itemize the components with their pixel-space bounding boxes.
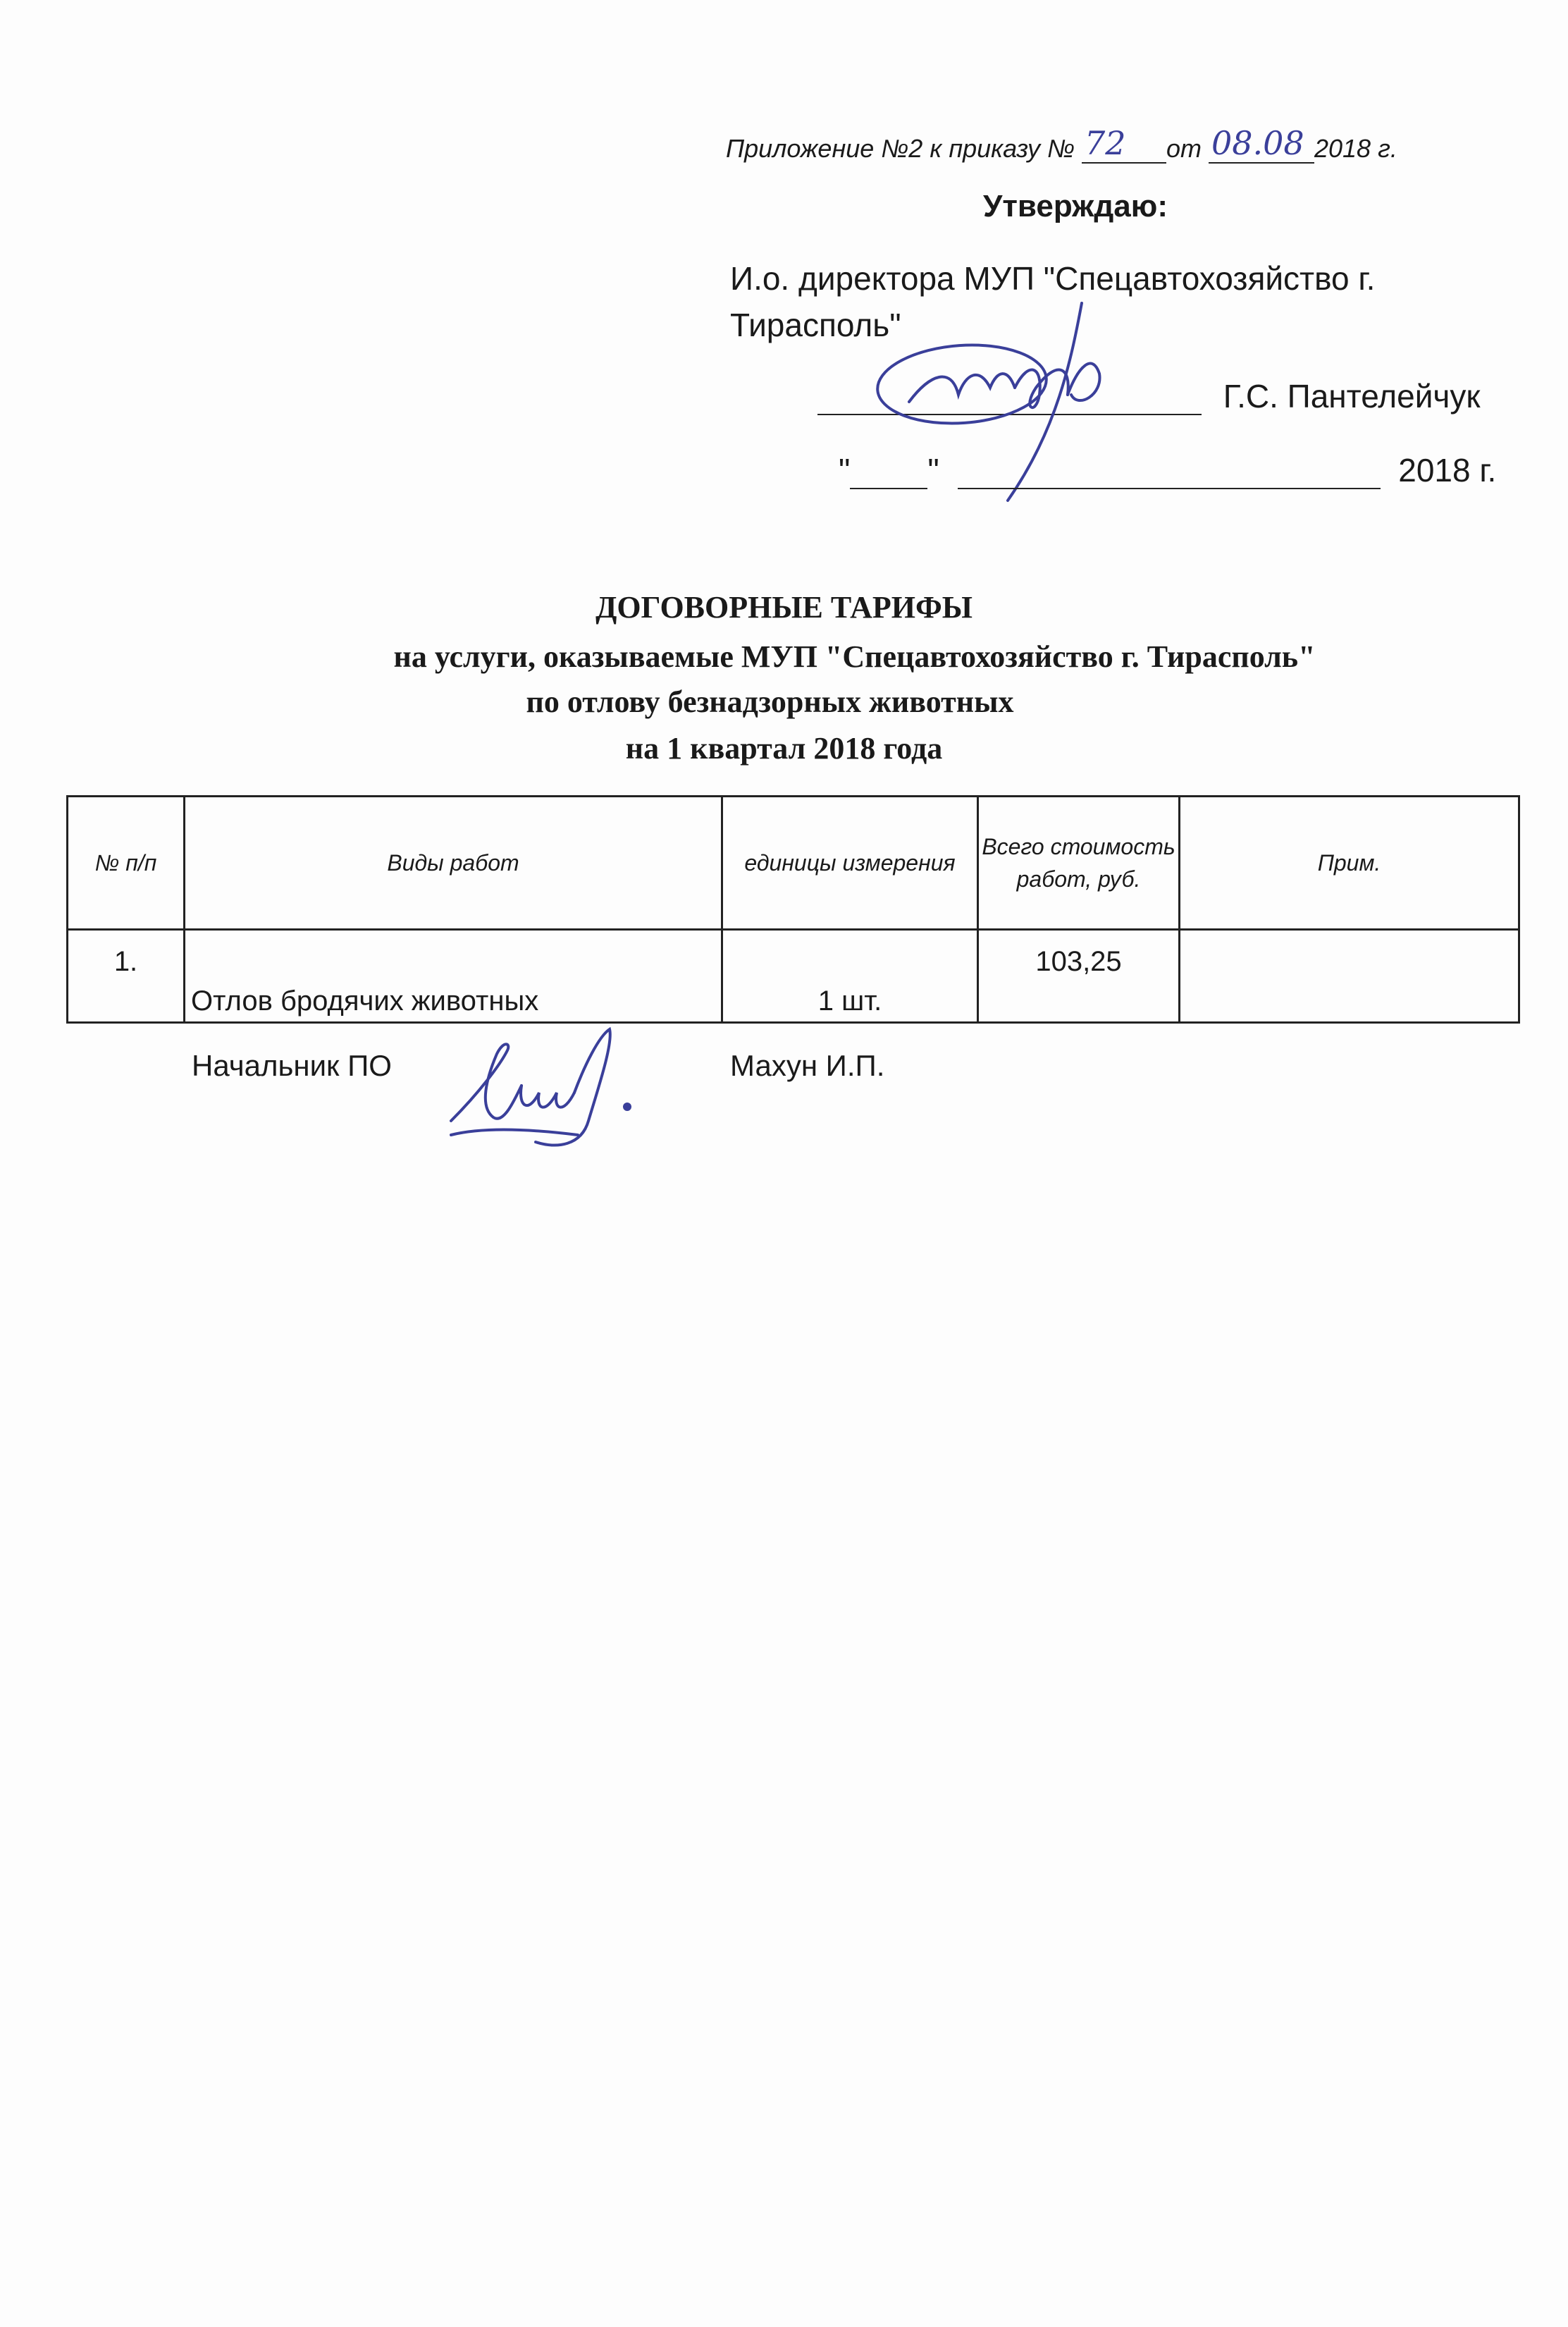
day-underline (850, 453, 927, 489)
appendix-prefix: Приложение №2 к приказу № (726, 134, 1075, 163)
doc-subtitle-1: на услуги, оказываемые МУП "Спецавтохозяйство г. Тирасполь" (393, 639, 1316, 674)
cell-note (1180, 930, 1519, 1023)
header-unit: единицы измерения (722, 797, 978, 930)
order-number-handwritten: 72 (1084, 124, 1126, 162)
doc-subtitle-2: по отлову безнадзорных животных (526, 684, 1014, 719)
header-total-cost: Всего стоимость работ, руб. (978, 797, 1180, 930)
date-year: 2018 г. (1398, 452, 1497, 489)
header-work-type: Виды работ (185, 797, 722, 930)
order-date-handwritten: 08.08 (1211, 124, 1304, 162)
director-title: И.о. директора МУП "Спецавтохозяйство г. Тирасполь" (730, 260, 1376, 343)
cell-number: 1. (68, 930, 185, 1023)
appendix-line (726, 124, 1397, 164)
footer-name: Махун И.П. (730, 1049, 885, 1082)
cell-price: 103,25 (978, 930, 1180, 1023)
header-note: Прим. (1180, 797, 1519, 930)
appendix-year: 2018 г. (1314, 134, 1397, 163)
month-underline (958, 453, 1381, 489)
head-signature-icon (437, 1022, 691, 1156)
table-header-row (68, 797, 1519, 930)
director-name: Г.С. Пантелейчук (1223, 378, 1481, 415)
date-close-quote: " (927, 452, 939, 489)
footer-position: Начальник ПО (192, 1049, 392, 1082)
table-row (68, 930, 1519, 1023)
cell-unit: 1 шт. (722, 930, 978, 1023)
cell-work-type: Отлов бродячих животных (185, 930, 722, 1023)
doc-title: ДОГОВОРНЫЕ ТАРИФЫ (595, 590, 973, 625)
approve-heading: Утверждаю: (983, 189, 1168, 223)
approval-date-line (839, 451, 1496, 489)
header-number: № п/п (68, 797, 185, 930)
doc-subtitle-3: на 1 квартал 2018 года (625, 731, 943, 766)
order-number-field (1082, 124, 1166, 164)
date-open-quote: " (839, 452, 851, 489)
order-date-field (1209, 124, 1314, 164)
tariffs-table (66, 795, 1520, 1024)
appendix-from: от (1166, 134, 1202, 163)
